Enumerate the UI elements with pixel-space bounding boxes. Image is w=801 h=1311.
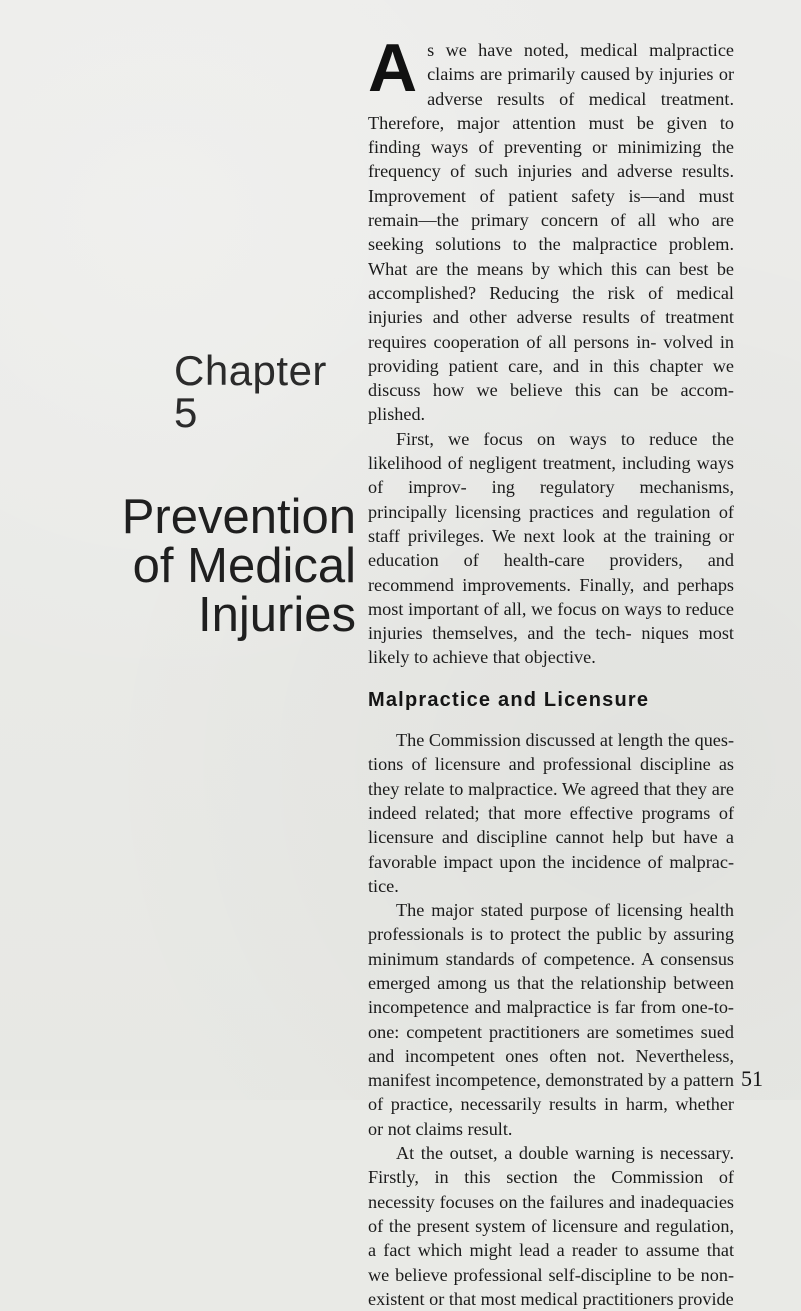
paragraph-1-text: s we have noted, medical malpractice claims are primarily caused by injuries or adverse results of medical treatment. Therefore, major attention must be given to finding ways of preventing or minimizing the frequency of such injuries and adverse results. Improvement of patient safety is—and must remain—the primary concern of all who are seeking solutions to the malpractice problem. What are the means by which this can best be accomplished? Reducing the risk of medical injuries and other adverse results of treatment requires cooperation of all persons in- volved in providing patient care, and in this chapter we discuss how we believe this can be accom- plished. — [368, 40, 734, 425]
paragraph-1 — [368, 30, 734, 427]
chapter-label: Chapter 5 — [174, 347, 327, 436]
section-paragraph-1: The Commission discussed at length the ques- tions of licensure and professional discipline as they relate to malpractice. We agreed that they are indeed related; that more effective programs of licensure and discipline cannot help but have a favorable impact upon the incidence of malprac- tice. — [368, 730, 734, 896]
paragraph-2: First, we focus on ways to reduce the likelihood of negligent treatment, including ways of improv- ing regulatory mechanisms, principally licensing practices and regulation of staff privileges. We next look at the training or education of health-care providers, and recommend improvements. Finally, and perhaps most important of all, we focus on ways to reduce injuries themselves, and the tech- niques most likely to achieve that objective. — [368, 428, 734, 668]
chapter-title-line-3: Injuries — [198, 588, 356, 642]
section-heading: Malpractice and Licensure — [368, 688, 650, 711]
left-column — [0, 0, 360, 1100]
page-number: 51 — [741, 1066, 763, 1091]
right-column — [368, 30, 734, 1309]
chapter-title — [116, 490, 356, 642]
drop-cap: A — [368, 30, 418, 106]
section-paragraph-2: The major stated purpose of licensing health professionals is to protect the public by assuring minimum standards of competence. A consensus emerged among us that the relationship between incompetence and malpractice is far from one-to- one: competent practitioners are sometimes sued and incompetent ones often not. Nevertheless, manifest incompetence, demonstrated by a pattern of practice, necessarily results in harm, whether or not claims result. — [368, 900, 734, 1139]
body-text — [368, 30, 734, 1311]
section-paragraph-3: At the outset, a double warning is necessary. Firstly, in this section the Commission of necessity focuses on the failures and inadequacies of the present system of licensure and regulation, a fact which might lead a reader to assume that we believe professional self-discipline to be non- existent or that most medical practitioners provide — [368, 1143, 734, 1309]
chapter-title-line-1: Prevention — [121, 490, 356, 544]
chapter-title-line-2: of Medical — [132, 539, 356, 593]
